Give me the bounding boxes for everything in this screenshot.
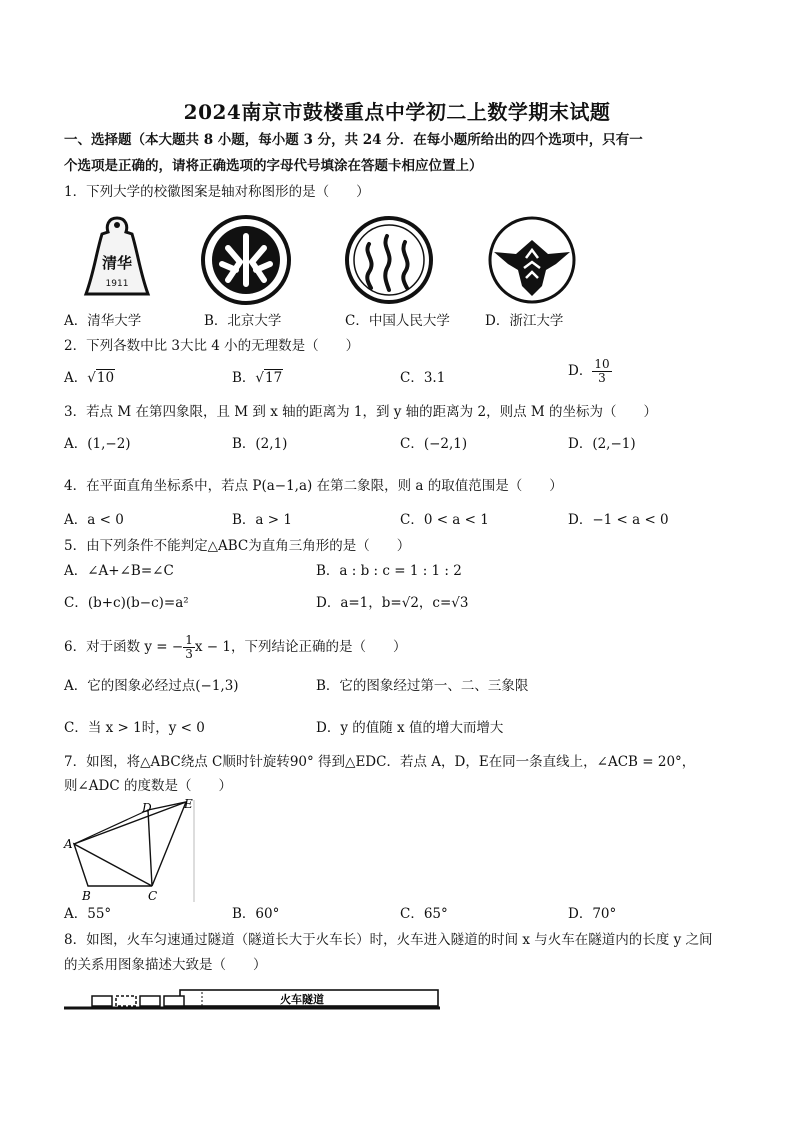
q2-option-d xyxy=(568,358,612,385)
q2-d-label: D． xyxy=(568,363,593,379)
q1-stem: 1．下列大学的校徽图案是轴对称图形的是（ ） xyxy=(64,184,370,200)
logo1-year: 1911 xyxy=(105,279,129,289)
ruc-logo xyxy=(343,214,435,306)
label-e: E xyxy=(184,798,193,811)
q3-option-d: D．(2,−1) xyxy=(568,436,636,452)
q6-denominator: 3 xyxy=(185,647,193,661)
q6-option-c: C．当 x > 1时，y < 0 xyxy=(64,720,205,736)
q3-option-c: C．(−2,1) xyxy=(400,436,468,452)
label-d: D xyxy=(142,801,152,815)
q7-option-d: D．70° xyxy=(568,906,617,922)
q8-stem-line1: 8．如图，火车匀速通过隧道（隧道长大于火车长）时，火车进入隧道的时间 x 与火车在隧道内的长度 y 之间 xyxy=(64,932,713,948)
q5-option-a: A．∠A+∠B=∠C xyxy=(64,563,174,579)
q7-stem-line1: 7．如图，将△ABC绕点 C顺时针旋转90° 得到△EDC．若点 A，D，E在同一条直线上，∠ACB = 20°， xyxy=(64,754,696,770)
q5-option-b: B．a : b : c = 1 : 1 : 2 xyxy=(316,563,462,579)
q3-option-a: A．(1,−2) xyxy=(64,436,131,452)
q7-option-c: C．65° xyxy=(400,906,448,922)
q6-numerator: 1 xyxy=(185,633,193,647)
label-b: B xyxy=(82,889,91,903)
tunnel-label: 火车隧道 xyxy=(280,993,324,1006)
label-a: A xyxy=(64,837,73,851)
q2-d-fraction xyxy=(592,358,611,385)
q2-d-numerator: 10 xyxy=(594,357,610,371)
q6-option-d: D．y 的值随 x 值的增大而增大 xyxy=(316,720,504,736)
q2-d-denominator: 3 xyxy=(598,371,606,385)
zju-logo xyxy=(486,214,578,306)
section-header-line2: 个选项是正确的，请将正确选项的字母代号填涂在答题卡相应位置上） xyxy=(64,158,483,174)
q2-b-radicand: 17 xyxy=(265,370,283,386)
q6-stem-post: x − 1，下列结论正确的是（ ） xyxy=(194,639,407,655)
q2-a-radicand: 10 xyxy=(96,370,115,386)
q6-stem-pre: 6．对于函数 y = − xyxy=(64,639,184,655)
q2-b-label: B． xyxy=(232,370,256,386)
q5-option-c: C．(b+c)(b−c)=a² xyxy=(64,595,189,611)
q3-option-b: B．(2,1) xyxy=(232,436,288,452)
q4-option-a: A．a < 0 xyxy=(64,512,124,528)
label-c: C xyxy=(148,889,158,903)
q2-option-c: C．3.1 xyxy=(400,370,446,386)
q7-option-b: B．60° xyxy=(232,906,280,922)
q7-stem-line2: 则∠ADC 的度数是（ ） xyxy=(64,778,233,794)
q1-option-b: B．北京大学 xyxy=(204,313,282,329)
q5-option-d: D．a=1，b=√2，c=√3 xyxy=(316,595,469,611)
q4-option-c: C．0 < a < 1 xyxy=(400,512,489,528)
q4-stem: 4．在平面直角坐标系中，若点 P(a−1,a) 在第二象限，则 a 的取值范围是（ ） xyxy=(64,478,563,494)
q2-stem: 2．下列各数中比 3大比 4 小的无理数是（ ） xyxy=(64,338,360,354)
q8-tunnel-figure xyxy=(62,984,444,1014)
q1-option-c: C．中国人民大学 xyxy=(345,313,450,329)
q6-fraction xyxy=(183,634,195,661)
q8-stem-line2: 的关系用图象描述大致是（ ） xyxy=(64,957,267,973)
q1-option-a: A．清华大学 xyxy=(64,313,142,329)
section-header-line1: 一、选择题（本大题共 8 小题，每小题 3 分，共 24 分．在每小题所给出的四个选项中，只有一 xyxy=(64,132,643,148)
q2-option-a xyxy=(64,368,115,388)
q7-option-a: A．55° xyxy=(64,906,112,922)
page-title: 2024南京市鼓楼重点中学初二上数学期末试题 xyxy=(183,100,611,124)
q4-option-b: B．a > 1 xyxy=(232,512,292,528)
q3-stem: 3．若点 M 在第四象限，且 M 到 x 轴的距离为 1，到 y 轴的距离为 2，则点 M 的坐标为（ ） xyxy=(64,404,657,420)
q7-figure xyxy=(60,798,200,906)
q1-option-d: D．浙江大学 xyxy=(485,313,564,329)
q2-a-label: A． xyxy=(64,370,88,386)
tsinghua-logo xyxy=(82,214,152,302)
q2-a-sqrt: √10 xyxy=(87,370,115,386)
q2-b-sqrt: √17 xyxy=(255,370,283,386)
pku-logo xyxy=(200,214,292,306)
q6-stem xyxy=(64,634,744,661)
logo1-text: 清华 xyxy=(101,254,133,272)
q6-option-b: B．它的图象经过第一、二、三象限 xyxy=(316,678,529,694)
q4-option-d: D．−1 < a < 0 xyxy=(568,512,669,528)
q2-option-b xyxy=(232,368,283,388)
q6-option-a: A．它的图象必经过点(−1,3) xyxy=(64,678,239,694)
q5-stem: 5．由下列条件不能判定△ABC为直角三角形的是（ ） xyxy=(64,538,411,554)
